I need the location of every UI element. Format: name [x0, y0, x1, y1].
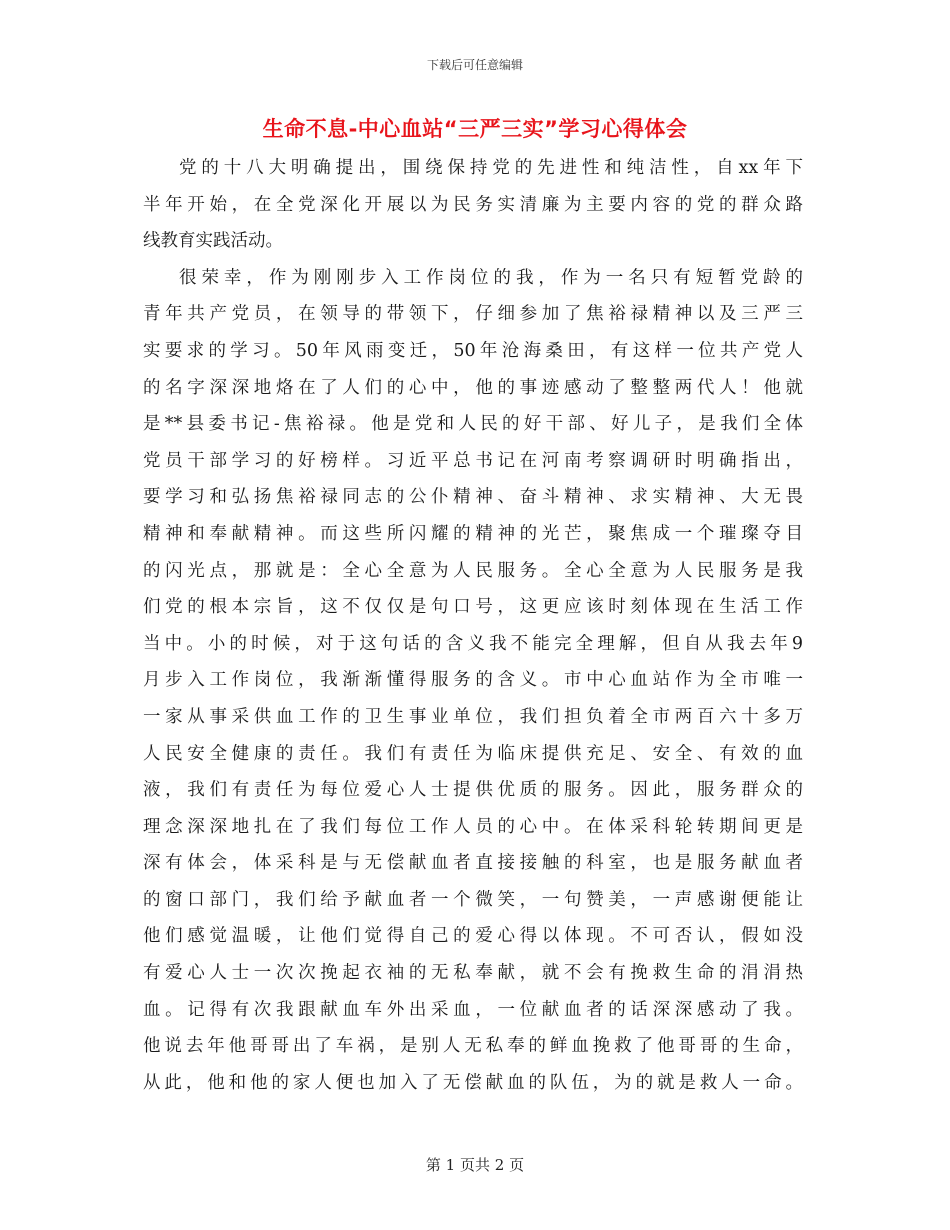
paragraph-2-line-18: 的窗口部门，我们给予献血者一个微笑，一句赞美，一声感谢便能让 — [143, 889, 803, 910]
paragraph-2-line-15: 液，我们有责任为每位爱心人士提供优质的服务。因此，服务群众的 — [143, 780, 803, 801]
paragraph-2-line-8: 精神和奉献精神。而这些所闪耀的精神的光芒，聚焦成一个璀璨夺目 — [143, 523, 803, 544]
paragraph-2-line-12: 月步入工作岗位，我渐渐懂得服务的含义。市中心血站作为全市唯一 — [143, 670, 803, 691]
paragraph-2-line-4: 的名字深深地烙在了人们的心中，他的事迹感动了整整两代人！他就 — [143, 377, 803, 398]
paragraph-2-line-13: 一家从事采供血工作的卫生事业单位，我们担负着全市两百六十多万 — [143, 706, 803, 727]
paragraph-2-line-6: 党员干部学习的好榜样。习近平总书记在河南考察调研时明确指出， — [143, 450, 803, 471]
paragraph-2-line-5: 是**县委书记-焦裕禄。他是党和人民的好干部、好儿子，是我们全体 — [143, 414, 803, 435]
paragraph-2-line-22: 他说去年他哥哥出了车祸，是别人无私奉的鲜血挽救了他哥哥的生命， — [143, 1036, 803, 1057]
document-title: 生命不息-中心血站“三严三实”学习心得体会 — [262, 117, 688, 141]
paragraph-2-line-20: 有爱心人士一次次挽起衣袖的无私奉献，就不会有挽救生命的涓涓热 — [143, 963, 803, 984]
paragraph-2-line-10: 们党的根本宗旨，这不仅仅是句口号，这更应该时刻体现在生活工作 — [143, 597, 803, 618]
paragraph-1-line-1: 党的十八大明确提出，围绕保持党的先进性和纯洁性，自xx年下 — [179, 158, 803, 178]
paragraph-1-line-3: 线教育实践活动。 — [143, 231, 283, 252]
paragraph-2-line-23: 从此，他和他的家人便也加入了无偿献血的队伍，为的就是救人一命。 — [143, 1072, 803, 1093]
page-footer: 第 1 页共 2 页 — [425, 1156, 525, 1174]
document-body — [143, 150, 803, 1101]
paragraph-2-line-14: 人民安全健康的责任。我们有责任为临床提供充足、安全、有效的血 — [143, 743, 803, 764]
paragraph-2-line-1: 很荣幸，作为刚刚步入工作岗位的我，作为一名只有短暂党龄的 — [179, 267, 803, 288]
paragraph-2-line-11: 当中。小的时候，对于这句话的含义我不能完全理解，但自从我去年9 — [143, 633, 803, 654]
paragraph-2-line-2: 青年共产党员，在领导的带领下，仔细参加了焦裕禄精神以及三严三 — [143, 304, 803, 325]
paragraph-2-line-21: 血。记得有次我跟献血车外出采血，一位献血者的话深深感动了我。 — [143, 999, 803, 1020]
page-header: 下载后可任意编辑 — [426, 58, 523, 72]
paragraph-2-line-19: 他们感觉温暖，让他们觉得自己的爱心得以体现。不可否认，假如没 — [143, 926, 803, 947]
paragraph-2-line-3: 实要求的学习。50年风雨变迁，50年沧海桑田，有这样一位共产党人 — [143, 340, 803, 361]
paragraph-2-line-9: 的闪光点，那就是：全心全意为人民服务。全心全意为人民服务是我 — [143, 560, 803, 581]
paragraph-2-line-7: 要学习和弘扬焦裕禄同志的公仆精神、奋斗精神、求实精神、大无畏 — [143, 487, 803, 508]
paragraph-2-line-16: 理念深深地扎在了我们每位工作人员的心中。在体采科轮转期间更是 — [143, 816, 803, 837]
paragraph-1-line-2: 半年开始，在全党深化开展以为民务实清廉为主要内容的党的群众路 — [143, 194, 803, 215]
paragraph-2-line-17: 深有体会，体采科是与无偿献血者直接接触的科室，也是服务献血者 — [143, 853, 803, 874]
